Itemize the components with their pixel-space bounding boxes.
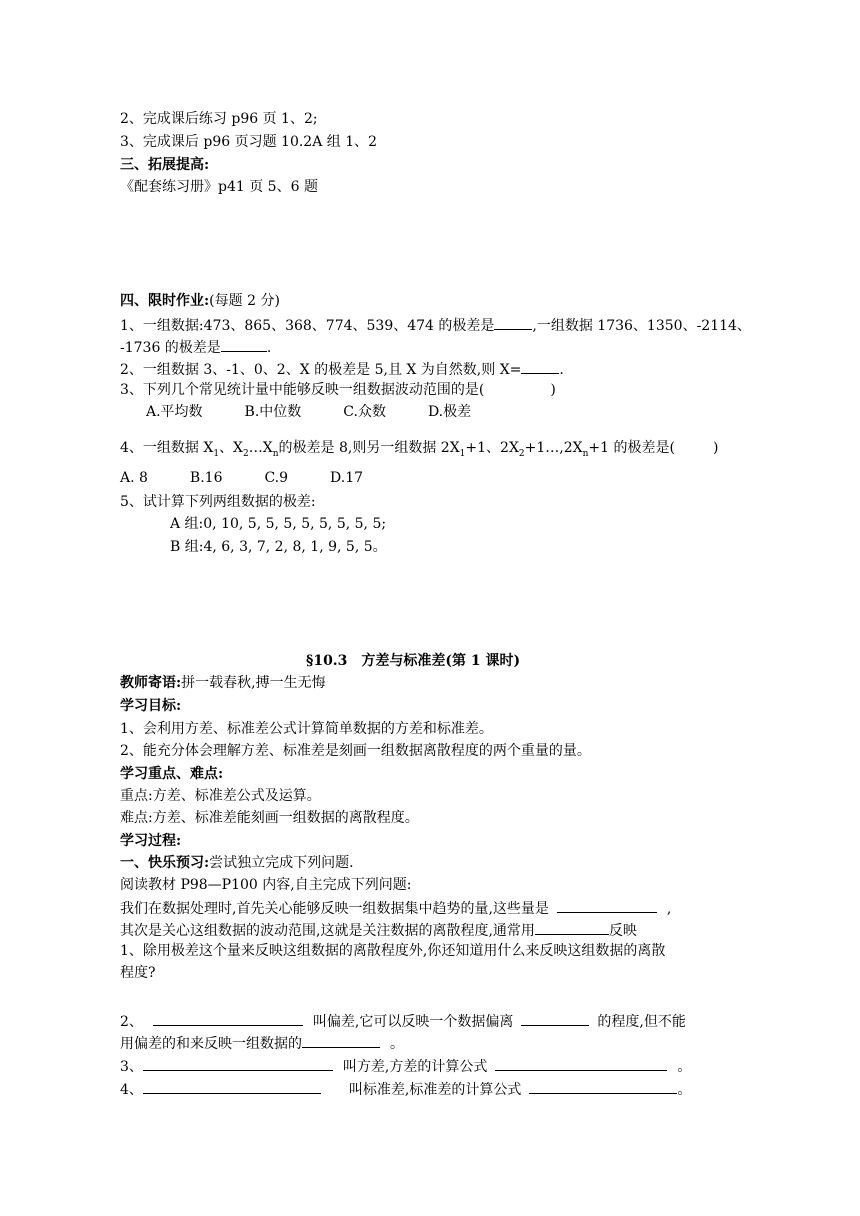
question-4-options: A. 8 B.16 C.9 D.17 xyxy=(120,470,364,486)
answer-blank[interactable] xyxy=(143,1079,321,1094)
period: . xyxy=(559,362,564,378)
keypoints-heading: 学习重点、难点: xyxy=(120,766,224,782)
answer-blank[interactable] xyxy=(495,1056,667,1071)
goal-item: 1、会利用方差、标准差公式计算简单数据的方差和标准差。 xyxy=(120,721,493,737)
question-3-options: A.平均数 B.中位数 C.众数 D.极差 xyxy=(146,404,472,420)
answer-blank[interactable] xyxy=(153,1011,303,1026)
keypoint-item: 难点:方差、标准差能刻画一组数据的离散程度。 xyxy=(120,810,419,826)
question-text: 、X xyxy=(219,440,244,456)
section-heading: 四、限时作业: xyxy=(120,293,210,309)
score-note: (每题 2 分) xyxy=(209,293,280,309)
keypoint-item: 重点:方差、标准差公式及运算。 xyxy=(120,788,321,804)
question-text: ,一组数据 1736、1350、-2114、 xyxy=(532,318,751,334)
answer-blank[interactable] xyxy=(521,359,559,374)
text: , xyxy=(666,901,672,917)
question-4 xyxy=(120,439,718,463)
subscript: 2 xyxy=(518,448,525,459)
subscript: n xyxy=(582,448,589,459)
text-line: 3、完成课后 p96 页习题 10.2A 组 1、2 xyxy=(120,134,378,150)
preview-text: 尝试独立完成下列问题. xyxy=(209,855,354,871)
text: 。 xyxy=(677,1059,692,1075)
text: 叫偏差,它可以反映一个数据偏离 xyxy=(312,1014,514,1030)
text: 2、 xyxy=(120,1014,143,1030)
text: 我们在数据处理时,首先关心能够反映一组数据集中趋势的量,这些量是 xyxy=(120,901,549,917)
text-line: 程度? xyxy=(120,965,156,981)
question-text: 3、下列几个常见统计量中能够反映一组数据波动范围的是( xyxy=(120,382,485,398)
text: 叫标准差,标准差的计算公式 xyxy=(348,1082,522,1098)
text-line xyxy=(120,1056,691,1076)
question-1-cont xyxy=(120,337,271,357)
question-text: 1、一组数据:473、865、368、774、539、474 的极差是 xyxy=(120,318,495,334)
question-text: 4、一组数据 X xyxy=(120,440,214,456)
question-text: +1、2X xyxy=(465,440,519,456)
text: 用偏差的和来反映一组数据的 xyxy=(120,1036,302,1052)
text: 4、 xyxy=(120,1082,143,1098)
preview-line xyxy=(120,854,354,872)
section-title: §10.3 方差与标准差(第 1 课时) xyxy=(306,653,521,669)
subscript: n xyxy=(272,448,279,459)
paren: ) xyxy=(550,382,556,398)
question-text: 2、一组数据 3、-1、0、2、X 的极差是 5,且 X 为自然数,则 X= xyxy=(120,362,522,378)
motto-text: 拼一载春秋,搏一生无悔 xyxy=(181,675,326,691)
question-5-group-b: B 组:4, 6, 3, 7, 2, 8, 1, 9, 5, 5。 xyxy=(170,539,387,555)
subscript: 1 xyxy=(213,448,220,459)
answer-blank[interactable] xyxy=(529,1079,677,1094)
text-line xyxy=(120,1033,404,1053)
answer-blank[interactable] xyxy=(494,315,532,330)
text-line xyxy=(120,898,671,918)
subscript: 1 xyxy=(459,448,466,459)
goal-item: 2、能充分体会理解方差、标准差是刻画一组数据离散程度的两个重量的量。 xyxy=(120,743,591,759)
paren: ) xyxy=(712,440,719,456)
text-line xyxy=(120,1079,691,1099)
question-5: 5、试计算下列两组数据的极差: xyxy=(120,494,316,510)
text: 。 xyxy=(677,1082,692,1098)
label: 一、快乐预习: xyxy=(120,855,210,871)
text: 3、 xyxy=(120,1059,143,1075)
text-line: 《配套练习册》p41 页 5、6 题 xyxy=(120,179,318,195)
text: 。 xyxy=(390,1036,404,1052)
answer-blank[interactable] xyxy=(535,920,609,935)
answer-blank[interactable] xyxy=(557,898,657,913)
text: 反映 xyxy=(608,923,637,939)
subscript: 2 xyxy=(243,448,249,459)
label: 教师寄语: xyxy=(120,675,182,691)
text: 的程度,但不能 xyxy=(597,1014,686,1030)
question-2 xyxy=(120,359,564,379)
answer-blank[interactable] xyxy=(521,1011,589,1026)
text-line: 1、除用极差这个量来反映这组数据的离散程度外,你还知道用什么来反映这组数据的离散 xyxy=(120,943,666,959)
question-3 xyxy=(120,381,556,399)
period: . xyxy=(266,340,272,356)
question-5-group-a: A 组:0, 10, 5, 5, 5, 5, 5, 5, 5, 5; xyxy=(170,516,387,532)
section-heading-line xyxy=(120,292,280,310)
text-line xyxy=(120,1011,686,1031)
text: 叫方差,方差的计算公式 xyxy=(342,1059,488,1075)
goals-heading: 学习目标: xyxy=(120,698,182,714)
answer-blank[interactable] xyxy=(302,1033,380,1048)
text-line: 阅读教材 P98—P100 内容,自主完成下列问题: xyxy=(120,877,412,893)
text: 其次是关心这组数据的波动范围,这就是关注数据的离散程度,通常用 xyxy=(120,923,535,939)
question-text: -1736 的极差是 xyxy=(120,340,221,356)
question-text: …X xyxy=(248,440,273,456)
section-heading: 三、拓展提高: xyxy=(120,157,210,173)
question-1 xyxy=(120,315,751,335)
question-text: +1…,2X xyxy=(524,440,583,456)
text-line: 2、完成课后练习 p96 页 1、2; xyxy=(120,111,318,127)
question-text: +1 的极差是( xyxy=(588,440,675,456)
teacher-motto xyxy=(120,674,326,692)
answer-blank[interactable] xyxy=(221,337,267,352)
answer-blank[interactable] xyxy=(143,1056,333,1071)
question-text: 的极差是 8,则另一组数据 2X xyxy=(278,440,460,456)
text-line xyxy=(120,920,637,940)
process-heading: 学习过程: xyxy=(120,833,182,849)
